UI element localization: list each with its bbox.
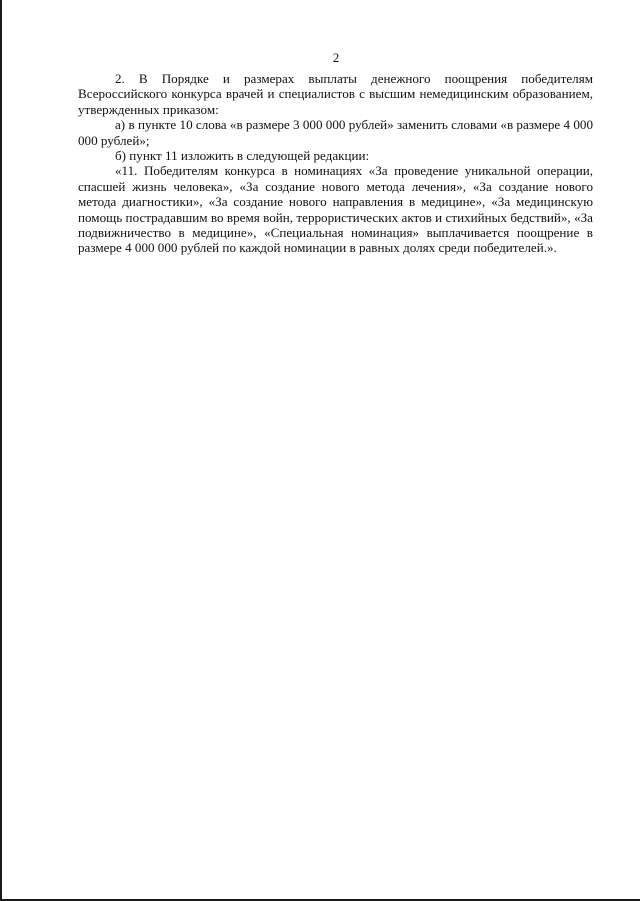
page-number: 2: [332, 50, 340, 65]
paragraph-clause-11: «11. Победителям конкурса в номинациях «За проведение уникальной операции, спасшей жизнь человека», «За создание нового метода лечения», «За создание нового метода диагностики», «За создание нового направления в медицине», «За медицинскую помощь пострадавшим во время войн, террористических актов и стихийных бедствий», «За подвижничество в медицине», «Специальная номинация» выплачивается поощрение в размере 4 000 000 рублей по каждой номинации в равных долях среди победителей.».: [78, 163, 593, 256]
scan-left-edge: [0, 0, 2, 901]
paragraph-subitem-a: а) в пункте 10 слова «в размере 3 000 000 рублей» заменить словами «в размере 4 000 000 рублей»;: [78, 117, 593, 148]
paragraph-item-2: 2. В Порядке и размерах выплаты денежного поощрения победителям Всероссийского конкурса врачей и специалистов с высшим немедицинским образованием, утвержденных приказом:: [78, 71, 593, 117]
paragraph-subitem-b: б) пункт 11 изложить в следующей редакции:: [115, 148, 370, 164]
document-body: [78, 71, 593, 256]
